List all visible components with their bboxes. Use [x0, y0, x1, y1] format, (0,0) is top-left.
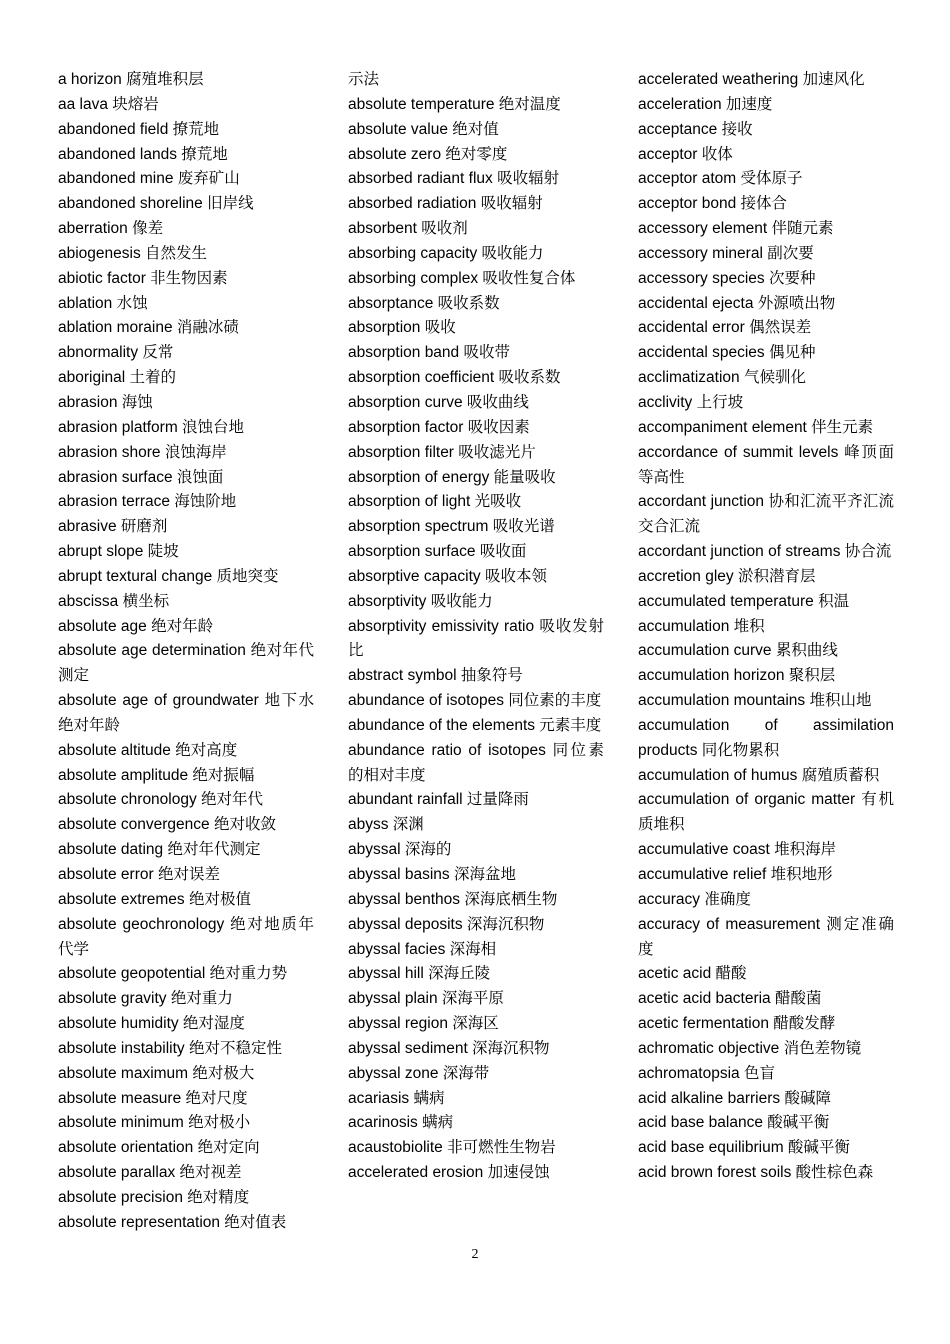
glossary-entry: achromatic objective 消色差物镜: [638, 1039, 862, 1057]
glossary-entry: absolute error 绝对误差: [58, 866, 220, 883]
glossary-entry: acceleration 加速度: [638, 95, 773, 113]
glossary-entry: abrasion shore 浪蚀海岸: [58, 443, 227, 461]
glossary-entry: accidental species 偶见种: [638, 344, 816, 362]
glossary-entry: accretion gley 淤积潜育层: [638, 567, 816, 585]
glossary-entry: abundant rainfall 过量降雨: [348, 791, 529, 809]
glossary-entry: absorbed radiation 吸收辐射: [348, 195, 543, 213]
glossary-entry: aboriginal 土着的: [58, 369, 177, 387]
glossary-entry: acaustobiolite 非可燃性生物岩: [348, 1139, 556, 1157]
glossary-entry: absorption surface 吸收面: [348, 543, 527, 561]
glossary-entry: absorption of light 光吸收: [348, 493, 522, 511]
glossary-entry: absolute extremes 绝对极值: [58, 890, 251, 908]
glossary-entry: abundance of the elements 元素丰度: [348, 716, 602, 734]
glossary-entry: accumulation horizon 聚积层: [638, 667, 836, 685]
glossary-entry: absorption curve 吸收曲线: [348, 393, 529, 411]
glossary-entry: acetic acid bacteria 醋酸菌: [638, 990, 822, 1008]
glossary-entry: abyssal deposits 深海沉积物: [348, 915, 545, 933]
glossary-entry: absolute gravity 绝对重力: [58, 990, 233, 1008]
glossary-entry: accordant junction of streams 协合流: [638, 543, 892, 561]
glossary-entry: accumulation of humus 腐殖质蓄积: [638, 766, 880, 784]
glossary-entry: acid brown forest soils 酸性棕色森: [638, 1164, 874, 1182]
glossary-entry: accidental ejecta 外源喷出物: [638, 294, 836, 312]
glossary-entry: acceptance 接收: [638, 120, 753, 138]
glossary-entry: abrupt slope 陡坡: [58, 543, 179, 561]
glossary-entry: absorbed radiant flux 吸收辐射: [348, 170, 560, 188]
glossary-entry: accuracy of measurement 测定准确度: [638, 915, 894, 958]
glossary-entry: acarinosis 螨病: [348, 1114, 454, 1132]
glossary-entry: acetic acid 醋酸: [638, 965, 747, 983]
glossary-entry: accumulation of assimilation products 同化物累积: [638, 716, 894, 759]
glossary-entry: abrasion 海蚀: [58, 393, 153, 411]
glossary-entry: absorption spectrum 吸收光谱: [348, 518, 555, 536]
glossary-entry: accumulated temperature 积温: [638, 592, 850, 610]
glossary-entry: absorptive capacity 吸收本领: [348, 567, 547, 585]
glossary-entry: abscissa 横坐标: [58, 592, 170, 610]
glossary-entry: abundance ratio of isotopes 同位素的相对丰度: [348, 741, 604, 784]
glossary-entry: abandoned mine 废弃矿山: [58, 170, 240, 188]
glossary-entry: absolute precision 绝对精度: [58, 1188, 250, 1206]
page-number: 2: [471, 1247, 479, 1262]
glossary-entry: absorptivity 吸收能力: [348, 592, 493, 610]
glossary-entry: ablation moraine 消融冰碛: [58, 319, 239, 337]
glossary-entry: accumulation of organic matter 有机质堆积: [638, 791, 894, 834]
glossary-entry: achromatopsia 色盲: [638, 1064, 775, 1082]
glossary-entry: abyssal 深海的: [348, 841, 452, 859]
glossary-entry: absolute representation 绝对值表: [58, 1213, 287, 1231]
glossary-entry: absolute instability 绝对不稳定性: [58, 1039, 282, 1057]
glossary-entry: abiotic factor 非生物因素: [58, 269, 228, 287]
glossary-entry: accumulation 堆积: [638, 617, 765, 635]
glossary-entry: acclivity 上行坡: [638, 393, 744, 411]
glossary-entry: abstract symbol 抽象符号: [348, 667, 523, 685]
glossary-entry: acceptor atom 受体原子: [638, 170, 803, 188]
glossary-entry: ablation 水蚀: [58, 294, 148, 312]
glossary-entry: absorption coefficient 吸收系数: [348, 369, 561, 387]
glossary-entry: abandoned field 撩荒地: [58, 120, 220, 138]
glossary-entry: absolute value 绝对值: [348, 120, 499, 138]
glossary-entry: abyss 深渊: [348, 816, 424, 834]
glossary-entry: aberration 像差: [58, 220, 164, 238]
glossary-entry: abrasion terrace 海蚀阶地: [58, 493, 237, 511]
glossary-entry: accumulation curve 累积曲线: [638, 642, 838, 660]
glossary-entry: accumulative relief 堆积地形: [638, 866, 833, 883]
glossary-entry: accessory species 次要种: [638, 269, 816, 287]
glossary-entry: absolute chronology 绝对年代: [58, 791, 264, 809]
glossary-entry: acid base balance 酸碱平衡: [638, 1114, 830, 1132]
glossary-entry: absorption of energy 能量吸收: [348, 468, 556, 486]
glossary-entry: absolute temperature 绝对温度: [348, 95, 561, 113]
glossary-entry: absolute age 绝对年龄: [58, 617, 214, 635]
glossary-entry: a horizon 腐殖堆积层: [58, 71, 204, 88]
glossary-entry: absolute humidity 绝对湿度: [58, 1015, 245, 1033]
glossary-entry: accidental error 偶然误差: [638, 319, 812, 337]
glossary-entry: abrasive 研磨剂: [58, 518, 168, 536]
glossary-entry: absolute convergence 绝对收敛: [58, 816, 276, 834]
glossary-entry: acceptor 收体: [638, 145, 733, 163]
glossary-entry: absorbing complex 吸收性复合体: [348, 269, 576, 287]
glossary-entry: acclimatization 气候驯化: [638, 369, 806, 387]
glossary-entry: accessory mineral 副次要: [638, 244, 814, 262]
glossary-entry: abyssal zone 深海带: [348, 1064, 490, 1082]
glossary-entry: accumulative coast 堆积海岸: [638, 841, 837, 859]
glossary-entry: absolute age of groundwater 地下水绝对年龄: [58, 692, 314, 734]
glossary-entry: absolute parallax 绝对视差: [58, 1164, 242, 1182]
glossary-entry: abyssal benthos 深海底栖生物: [348, 890, 558, 908]
glossary-entry: abyssal basins 深海盆地: [348, 866, 516, 883]
glossary-entry: abandoned lands 撩荒地: [58, 145, 228, 163]
glossary-entry: accessory element 伴随元素: [638, 220, 834, 238]
glossary-entry: abrupt textural change 质地突变: [58, 567, 279, 585]
glossary-entry: acceptor bond 接体合: [638, 195, 788, 213]
glossary-entry: absorption factor 吸收因素: [348, 418, 530, 436]
glossary-entry: absorption 吸收: [348, 319, 456, 337]
glossary-entry: acid base equilibrium 酸碱平衡: [638, 1139, 850, 1157]
glossary-entry: absolute zero 绝对零度: [348, 145, 508, 163]
glossary-entry: absolute amplitude 绝对振幅: [58, 766, 255, 784]
glossary-entry: absolute geochronology 绝对地质年代学: [58, 915, 314, 958]
glossary-entry: absolute dating 绝对年代测定: [58, 841, 261, 859]
glossary-entry: accelerated weathering 加速风化: [638, 71, 865, 88]
glossary-entry: abiogenesis 自然发生: [58, 244, 208, 262]
glossary-entry: absorption filter 吸收滤光片: [348, 443, 536, 461]
glossary-entry: abyssal sediment 深海沉积物: [348, 1039, 550, 1057]
glossary-entry: acetic fermentation 醋酸发酵: [638, 1015, 836, 1033]
glossary-entry: accompaniment element 伴生元素: [638, 418, 874, 436]
column-1: [58, 68, 314, 1236]
glossary-entry: accelerated erosion 加速侵蚀: [348, 1164, 550, 1182]
glossary-entry: accuracy 准确度: [638, 890, 751, 908]
glossary-entry: absolute orientation 绝对定向: [58, 1139, 260, 1157]
glossary-entry: abrasion platform 浪蚀台地: [58, 418, 245, 436]
glossary-entry: abyssal plain 深海平原: [348, 990, 504, 1008]
glossary-entry: accordance of summit levels 峰顶面等高性: [638, 443, 894, 486]
glossary-entry: accordant junction 协和汇流平齐汇流交合汇流: [638, 493, 894, 536]
glossary-entry: aa lava 块熔岩: [58, 95, 159, 113]
glossary-entry: acid alkaline barriers 酸碱障: [638, 1089, 831, 1107]
glossary-entry: absolute minimum 绝对极小: [58, 1114, 251, 1132]
glossary-entry: absolute maximum 绝对极大: [58, 1064, 255, 1082]
glossary-entry: abyssal hill 深海丘陵: [348, 965, 491, 983]
glossary-entry: absolute geopotential 绝对重力势: [58, 965, 288, 983]
glossary-entry: absorbing capacity 吸收能力: [348, 244, 544, 262]
glossary-entry: absorptivity emissivity ratio 吸收发射比: [348, 617, 604, 660]
glossary-entry: acariasis 螨病: [348, 1089, 445, 1107]
glossary-entry: accumulation mountains 堆积山地: [638, 692, 872, 710]
glossary-entry: abrasion surface 浪蚀面: [58, 468, 224, 486]
glossary-entry: abyssal facies 深海相: [348, 940, 497, 958]
glossary-entry: absorption band 吸收带: [348, 344, 510, 362]
glossary-entry: abnormality 反常: [58, 344, 174, 362]
glossary-entry: 示法: [348, 71, 380, 88]
glossary-entry: absolute age determination 绝对年代测定: [58, 642, 314, 685]
glossary-entry: abundance of isotopes 同位素的丰度: [348, 692, 602, 710]
glossary-entry: absorbent 吸收剂: [348, 220, 468, 238]
glossary-entry: absorptance 吸收系数: [348, 294, 500, 312]
column-2: [348, 68, 604, 1186]
glossary-entry: abandoned shoreline 旧岸线: [58, 195, 254, 213]
glossary-entry: abyssal region 深海区: [348, 1015, 499, 1033]
glossary-entry: absolute altitude 绝对高度: [58, 741, 238, 759]
column-3: [638, 68, 894, 1186]
glossary-entry: absolute measure 绝对尺度: [58, 1089, 248, 1107]
